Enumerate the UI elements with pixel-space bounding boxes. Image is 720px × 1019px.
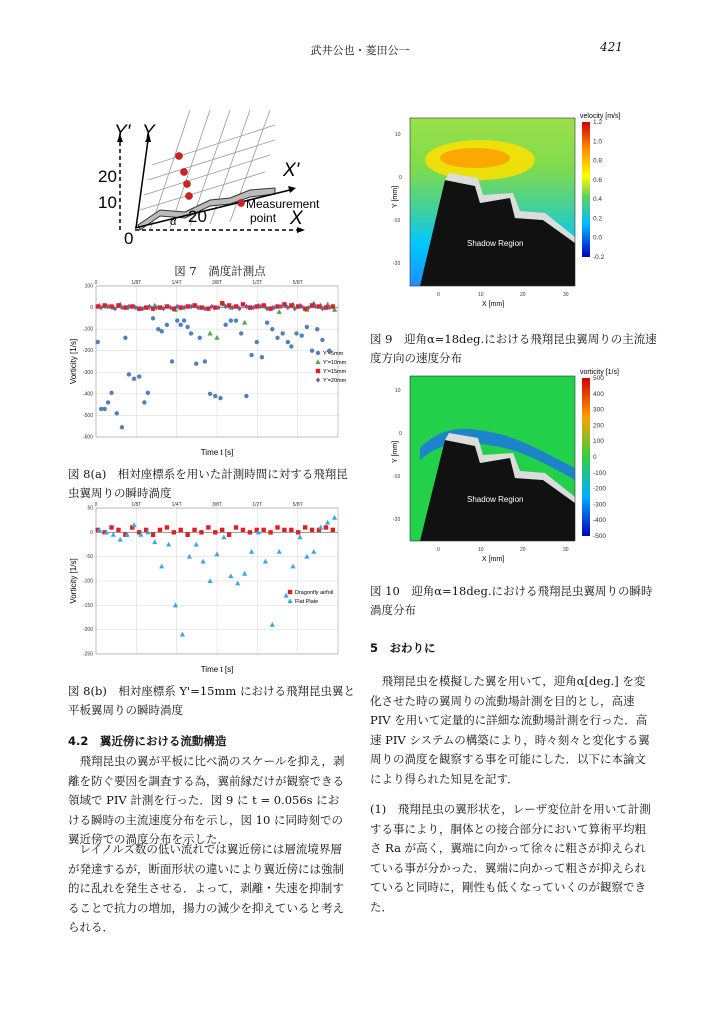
fig8a-data-point — [194, 361, 198, 365]
fig8b-data-point — [214, 551, 219, 556]
fig8b-data-point — [318, 525, 323, 530]
fig8b-ylabel: Vorticity [1/s] — [69, 558, 78, 604]
fig10-colorbar-tick: -100 — [593, 469, 607, 477]
fig8b-legend-label: Dragonfly airfoil — [295, 590, 334, 596]
fig8a-data-point — [249, 353, 253, 357]
fig9-xtick: 30 — [563, 292, 569, 298]
fig8b-data-point — [206, 525, 210, 529]
fig8a-data-point — [207, 331, 212, 336]
fig8b-xtick-label: 1/2T — [252, 502, 263, 508]
fig10-colorbar-tick: 500 — [593, 375, 604, 382]
label-x: X — [290, 208, 303, 229]
fig8b-ytick-label: -50 — [85, 554, 93, 561]
fig8a-data-point — [220, 301, 224, 305]
fig8a-data-point — [120, 425, 124, 429]
fig8a-data-point — [203, 359, 207, 363]
fig8b-data-point — [241, 528, 245, 532]
fig10-colorbar-tick: 100 — [593, 438, 604, 446]
figure-10 — [375, 368, 660, 568]
fig8a-data-point — [331, 304, 335, 308]
fig8a-legend-marker — [316, 369, 320, 373]
fig8b-data-point — [172, 530, 176, 534]
label-alpha: α — [170, 216, 177, 228]
fig8a-data-point — [260, 355, 264, 359]
fig10-ytick: -10 — [393, 474, 401, 480]
fig9-ylabel: Y [mm] — [392, 185, 399, 208]
fig8a-data-point — [137, 374, 141, 378]
fig8a-data-point — [310, 303, 314, 307]
fig8a-data-point — [234, 318, 238, 322]
fig8a-data-point — [255, 340, 259, 344]
fig8a-data-point — [280, 331, 284, 335]
fig8b-data-point — [275, 525, 279, 529]
fig9-ytick: 0 — [399, 175, 402, 181]
fig8b-data-point — [180, 632, 185, 637]
fig10-shadow-label: Shadow Region — [467, 495, 524, 504]
fig8a-ytick-label: 0 — [90, 305, 93, 312]
fig8b-data-point — [179, 528, 183, 532]
fig8a-data-point — [286, 340, 290, 344]
fig8a-legend-marker — [315, 359, 320, 364]
fig8a-data-point — [146, 391, 150, 395]
fig10-colorbar-tick: 300 — [593, 406, 604, 414]
fig8a-legend-label: Y'=20mm — [323, 378, 347, 384]
fig8b-data-point — [235, 581, 240, 586]
fig8a-ytick-label: -300 — [82, 369, 93, 376]
fig8a-data-point — [179, 323, 183, 327]
fig8b-data-point — [116, 528, 120, 532]
fig8b-data-point — [111, 532, 116, 537]
fig8a-data-point — [102, 303, 106, 307]
fig9-colorbar-tick: 0.6 — [593, 176, 603, 184]
figure-10-caption: 図 10 迎角α=18deg.における飛翔昆虫翼周りの瞬時渦度分布 — [370, 584, 653, 617]
fig8a-data-point — [151, 306, 155, 310]
figure-8a-caption: 図 8(a) 相対座標系を用いた計測時間に対する飛翔昆虫翼周りの瞬時渦度 — [68, 467, 348, 500]
fig10-ytick: 10 — [395, 388, 401, 394]
fig8a-xlabel: Time t [s] — [200, 448, 234, 457]
figure-7-caption: 図 7 渦度計測点 — [174, 264, 266, 278]
fig9-xtick: 20 — [520, 292, 526, 298]
label-y-prime: Y' — [114, 122, 131, 143]
fig10-ytick: 0 — [399, 431, 402, 437]
fig8b-data-point — [310, 528, 314, 532]
figure-7 — [100, 100, 340, 260]
fig8a-data-point — [218, 396, 222, 400]
fig8b-xtick-label: 1/4T — [171, 502, 182, 508]
fig8b-data-point — [173, 603, 178, 608]
velocity-field-plot — [375, 108, 660, 323]
section-4-2-paragraph-1: 飛翔昆虫の翼が平板に比べ渦のスケールを抑え，剥離を防ぐ要因を調査する為，翼前縁だけが観察できる領域で PIV 計測を行った．図 9 に t = 0.056s における瞬時の主流速度分布を示し，図 10 に同時刻での翼近傍での渦度分布を示した． — [68, 754, 345, 846]
label-10: 10 — [98, 193, 117, 212]
fig8b-data-point — [268, 530, 272, 534]
fig8b-data-point — [282, 528, 286, 532]
fig8a-data-point — [320, 338, 324, 342]
fig9-ytick: -10 — [393, 218, 401, 224]
fig9-colorbar-tick: 0.2 — [593, 215, 603, 223]
fig8a-data-point — [265, 320, 269, 324]
fig8a-ytick-label: 100 — [84, 283, 93, 290]
fig10-xtick: 0 — [437, 547, 440, 553]
fig8b-data-point — [296, 530, 300, 534]
fig8b-data-point — [151, 533, 155, 537]
fig8a-data-point — [127, 372, 131, 376]
fig10-colorbar — [582, 378, 590, 536]
fig8b-data-point — [199, 530, 203, 534]
measurement-point-marker — [238, 200, 245, 207]
fig8a-legend-label: Y'=10mm — [323, 360, 347, 366]
fig10-xtick: 20 — [520, 547, 526, 553]
fig8a-legend-label: Y'=15mm — [323, 369, 347, 375]
label-x-prime: X' — [283, 160, 300, 181]
fig8a-ytick-label: -100 — [82, 326, 93, 333]
label-origin: 0 — [124, 229, 134, 248]
fig8a-data-point — [192, 303, 196, 307]
figure-8a — [68, 278, 358, 463]
fig8a-data-point — [115, 411, 119, 415]
fig8b-data-point — [194, 542, 199, 547]
fig8a-legend-label: Y'=5mm — [323, 351, 344, 357]
running-header-authors: 武井公也・菱田公一 — [310, 44, 410, 57]
label-y: Y — [142, 122, 155, 143]
fig8b-xtick-label: 1/8T — [131, 502, 142, 508]
fig10-colorbar-title: vorticity [1/s] — [580, 369, 619, 376]
fig8a-data-point — [300, 333, 304, 337]
fig8b-xtick-label: 0 — [94, 502, 98, 508]
fig8b-data-point — [261, 528, 265, 532]
fig8b-ytick-label: -150 — [82, 602, 93, 609]
fig8a-data-point — [102, 407, 106, 411]
section-4-2-paragraph-2: レイノルズ数の低い流れでは翼近傍には層流境界層が発達するが，断面形状の違いにより翼近傍には強制的に乱れを発生させる．よって，剥離・失速を抑制することで抗力の増加，揚力の減少を抑えていると考えられる． — [68, 842, 344, 934]
fig8a-data-point — [142, 400, 146, 404]
label-20: 20 — [98, 167, 117, 186]
fig8a-data-point — [170, 359, 174, 363]
fig8a-data-point — [282, 302, 286, 306]
fig8a-data-point — [185, 325, 189, 329]
fig8a-data-point — [159, 329, 163, 333]
fig8b-data-point — [270, 622, 275, 627]
fig8b-data-point — [332, 515, 337, 520]
fig8a-data-point — [109, 391, 113, 395]
fig8a-data-point — [270, 327, 274, 331]
fig8a-data-point — [182, 318, 186, 322]
fig8a-data-point — [289, 344, 293, 348]
fig8a-data-point — [208, 392, 212, 396]
measurement-point-marker — [184, 181, 191, 188]
figure-8b — [68, 500, 358, 680]
fig8b-data-point — [166, 542, 171, 547]
fig8b-data-point — [187, 554, 192, 559]
figure-9-caption: 図 9 迎角α=18deg.における飛翔昆虫翼周りの主流速度方向の速度分布 — [370, 332, 657, 365]
fig8b-data-point — [131, 522, 136, 527]
fig8b-data-point — [234, 525, 238, 529]
fig10-colorbar-tick: -400 — [593, 517, 607, 525]
fig8b-ytick-label: 50 — [87, 505, 93, 512]
fig8a-data-point — [96, 340, 100, 344]
fig8b-xlabel: Time t [s] — [200, 665, 234, 674]
fig8b-data-point — [311, 549, 316, 554]
fig8a-data-point — [229, 318, 233, 322]
fig10-colorbar-tick: 400 — [593, 390, 604, 398]
fig8a-xtick-label: 5/8T — [292, 280, 303, 286]
fig8b-legend-label: Flat Plate — [295, 599, 319, 605]
fig8a-ytick-label: -500 — [82, 412, 93, 419]
fig9-colorbar-tick: 0.8 — [593, 157, 603, 165]
measurement-point-label-1: Measurement — [246, 197, 320, 211]
fig8b-data-point — [118, 537, 123, 542]
fig8b-ytick-label: -200 — [82, 627, 93, 634]
fig8b-data-point — [165, 525, 169, 529]
fig8b-data-point — [213, 530, 217, 534]
measurement-point-diagram — [100, 100, 340, 260]
fig8a-data-point — [315, 327, 319, 331]
measurement-point-label-2: point — [250, 211, 277, 225]
fig8a-data-point — [172, 306, 176, 310]
fig8a-data-point — [241, 302, 245, 306]
fig8a-data-point — [303, 306, 307, 310]
fig8b-data-point — [249, 549, 254, 554]
page-number: 421 — [600, 40, 623, 54]
fig8b-data-point — [158, 528, 162, 532]
fig8b-legend-marker — [288, 590, 292, 594]
fig8a-data-point — [214, 335, 219, 340]
fig9-xtick: 0 — [437, 292, 440, 298]
fig10-colorbar-tick: 200 — [593, 422, 604, 430]
fig9-xlabel: X [mm] — [482, 301, 505, 308]
fig8a-data-point — [261, 303, 265, 307]
fig8a-data-point — [227, 303, 231, 307]
figure-9 — [375, 108, 660, 323]
fig8a-series-0 — [96, 316, 332, 429]
fig9-colorbar — [582, 122, 590, 257]
fig8a-xtick-label: 0 — [94, 280, 98, 286]
fig9-ytick: -20 — [393, 261, 401, 267]
fig8b-data-point — [248, 530, 252, 534]
fig8a-ytick-label: -600 — [82, 434, 93, 441]
fig9-colorbar-tick: 1.0 — [593, 138, 603, 146]
fig8a-data-point — [289, 303, 293, 307]
fig10-xtick: 10 — [478, 547, 484, 553]
fig8b-legend-marker — [287, 598, 292, 603]
fig10-xtick: 30 — [563, 547, 569, 553]
fig9-colorbar-tick: 1.2 — [593, 119, 603, 126]
fig8a-xtick-label: 1/2T — [252, 280, 263, 286]
fig8b-data-point — [325, 520, 330, 525]
fig10-colorbar-tick: -300 — [593, 501, 607, 509]
fig8a-data-point — [151, 316, 155, 320]
fig8a-data-point — [277, 309, 282, 314]
fig8b-xtick-label: 3/8T — [211, 502, 223, 508]
fig8a-data-point — [106, 400, 110, 404]
fig8a-data-point — [175, 318, 179, 322]
fig8b-data-point — [303, 525, 307, 529]
fig8a-data-point — [234, 304, 238, 308]
fig8a-data-point — [310, 349, 314, 353]
fig8b-data-point — [201, 559, 206, 564]
fig8a-xtick-label: 3/8T — [211, 280, 223, 286]
fig8a-data-point — [189, 331, 193, 335]
section-4-2-title: 4.2 翼近傍における流動構造 — [68, 734, 227, 748]
section-5-paragraph-2: (1) 飛翔昆虫の翼形状を，レーザ変位計を用いて計測する事により，胴体との接合部分において算術平均粗さ Ra が高く，翼端に向かって徐々に粗さが抑えられている事が分かった．翼端に向かって粗さが抑えられていると同時に，剛性も低くなっていくのが観察できた． — [370, 802, 651, 914]
figure-8b-caption: 図 8(b) 相対座標系 Y'=15mm における飛翔昆虫翼と平板翼周りの瞬時渦度 — [68, 684, 355, 717]
fig8a-data-point — [132, 377, 136, 381]
vorticity-field-plot — [375, 368, 660, 568]
fig8a-ytick-label: -200 — [82, 348, 93, 355]
fig8a-data-point — [242, 320, 247, 325]
fig8b-data-point — [185, 533, 189, 537]
fig8b-data-point — [242, 571, 247, 576]
measurement-point-marker — [181, 169, 188, 176]
fig8a-data-point — [144, 305, 148, 309]
section-5-paragraph-1: 飛翔昆虫を模擬した翼を用いて，迎角α[deg.] を変化させた時の翼周りの流動場計測を目的とし，高速 PIV を用いて定量的に詳細な流動場計測を行った．高速 PIV システムの構築により，時々刻々と変化する翼周りの渦度を観察する事を可能にした．以下に本論文により得られた知見を記す． — [370, 674, 650, 786]
fig8a-legend-marker — [316, 351, 320, 355]
fig8a-xtick-label: 1/4T — [171, 280, 182, 286]
fig8a-data-point — [305, 325, 309, 329]
fig8b-data-point — [152, 539, 157, 544]
section-5-title: 5 おわりに — [370, 641, 436, 655]
fig8b-data-point — [304, 554, 309, 559]
fig8b-data-point — [290, 564, 295, 569]
fig8a-data-point — [239, 331, 243, 335]
fig8b-data-point — [159, 564, 164, 569]
fig8b-data-point — [109, 525, 113, 529]
fig9-colorbar-tick: 0.4 — [593, 196, 603, 204]
fig8b-data-point — [220, 528, 224, 532]
fig9-colorbar-tick: -0.2 — [593, 254, 605, 261]
fig8a-data-point — [123, 336, 127, 340]
label-x-20: 20 — [188, 207, 207, 226]
fig8a-data-point — [244, 394, 248, 398]
fig8b-data-point — [192, 528, 196, 532]
fig8b-data-point — [263, 559, 268, 564]
fig8b-data-point — [331, 528, 335, 532]
fig8a-data-point — [223, 323, 227, 327]
vorticity-chart-8b — [68, 500, 358, 680]
fig8a-ytick-label: -400 — [82, 391, 93, 398]
fig8b-data-point — [228, 573, 233, 578]
measurement-point-marker — [176, 153, 183, 160]
fig9-colorbar-tick: 0.0 — [593, 234, 603, 242]
fig8a-data-point — [213, 394, 217, 398]
fig8a-data-point — [116, 303, 120, 307]
fig9-shadow-label: Shadow Region — [467, 239, 524, 248]
fig8b-data-point — [297, 534, 302, 539]
vorticity-chart-8a — [68, 278, 358, 463]
fig8a-data-point — [275, 336, 279, 340]
fig8a-data-point — [165, 304, 169, 308]
fig8a-series-2 — [96, 301, 335, 311]
fig8b-ytick-label: 0 — [90, 529, 93, 536]
fig10-xlabel: X [mm] — [482, 556, 505, 563]
fig10-ylabel: Y [mm] — [392, 440, 399, 463]
fig9-ytick: 10 — [395, 132, 401, 138]
fig8b-data-point — [207, 578, 212, 583]
fig8a-xtick-label: 1/8T — [131, 280, 142, 286]
fig10-colorbar-tick: -200 — [593, 485, 607, 493]
fig8b-data-point — [277, 549, 282, 554]
fig10-ytick: -20 — [393, 517, 401, 523]
fig8b-data-point — [324, 525, 328, 529]
fig8b-data-point — [227, 533, 231, 537]
fig8b-xtick-label: 5/8T — [292, 502, 303, 508]
fig9-colorbar-title: velocity [m/s] — [580, 113, 621, 120]
measurement-point-marker — [186, 193, 193, 200]
fig8a-data-point — [96, 304, 100, 308]
fig8a-data-point — [294, 331, 298, 335]
fig8b-data-point — [221, 534, 226, 539]
fig9-xtick: 10 — [478, 292, 484, 298]
fig10-colorbar-tick: 0 — [593, 454, 597, 461]
fig8a-legend-marker — [316, 377, 320, 382]
fig8a-data-point — [165, 323, 169, 327]
fig10-colorbar-tick: -500 — [593, 533, 607, 540]
fig8b-ytick-label: -100 — [82, 578, 93, 585]
fig8b-data-point — [289, 528, 293, 532]
fig8a-data-point — [198, 336, 202, 340]
fig8a-ylabel: Vorticity [1/s] — [69, 338, 78, 385]
fig8b-ytick-label: -250 — [82, 651, 93, 658]
